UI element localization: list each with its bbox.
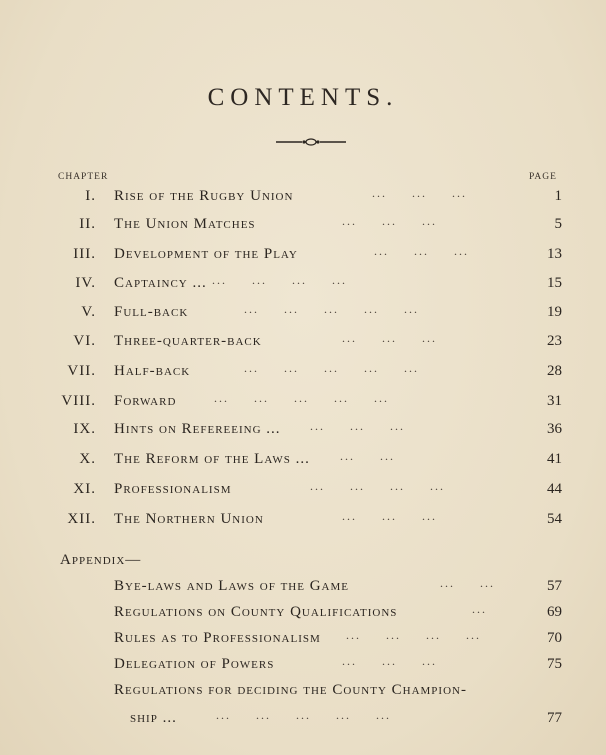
toc-row (0, 451, 606, 473)
toc-row (0, 333, 606, 355)
page-number: 23 (547, 333, 562, 349)
toc-row (0, 421, 606, 443)
chapter-number: IV. (75, 275, 96, 291)
appendix-title: Regulations on County Qualifications (114, 604, 398, 620)
leader-dots: ... ... ... ... (346, 628, 481, 642)
page-number: 77 (547, 710, 562, 726)
appendix-title: ship ... (130, 710, 177, 726)
appendix-row (0, 682, 606, 704)
appendix-title: Regulations for deciding the County Champion- (114, 682, 467, 698)
page-number: 75 (547, 656, 562, 672)
appendix-row (0, 630, 606, 652)
chapter-number: VIII. (61, 393, 96, 409)
leader-dots: ... ... (440, 576, 495, 590)
toc-row (0, 304, 606, 326)
leader-dots: ... ... ... (342, 331, 437, 345)
toc-row (0, 246, 606, 268)
chapter-number: VII. (67, 363, 96, 379)
toc-row (0, 511, 606, 533)
chapter-title: Captaincy ... (114, 275, 207, 291)
chapter-title: Forward (114, 393, 177, 409)
page-number: 13 (547, 246, 562, 262)
appendix-label: Appendix— (60, 552, 142, 568)
page-number: 19 (547, 304, 562, 320)
chapter-title: The Reform of the Laws ... (114, 451, 310, 467)
page-column-header: PAGE (529, 172, 557, 182)
chapter-title: Hints on Refereeing ... (114, 421, 281, 437)
leader-dots: ... ... ... ... (310, 479, 445, 493)
chapter-number: X. (79, 451, 96, 467)
chapter-title: Three-quarter-back (114, 333, 262, 349)
leader-dots: ... (472, 602, 487, 616)
leader-dots: ... ... ... ... ... (244, 361, 419, 375)
leader-dots: ... ... ... (374, 244, 469, 258)
appendix-title: Delegation of Powers (114, 656, 275, 672)
chapter-number: I. (85, 188, 96, 204)
leader-dots: ... ... ... (310, 419, 405, 433)
leader-dots: ... ... ... (342, 214, 437, 228)
chapter-number: VI. (73, 333, 96, 349)
toc-row (0, 216, 606, 238)
leader-dots: ... ... (340, 449, 395, 463)
leader-dots: ... ... ... (342, 509, 437, 523)
page-number: 28 (547, 363, 562, 379)
chapter-title: Rise of the Rugby Union (114, 188, 294, 204)
toc-row (0, 188, 606, 210)
ornament-rule-icon (276, 136, 346, 148)
page-number: 36 (547, 421, 562, 437)
chapter-number: IX. (73, 421, 96, 437)
toc-row (0, 481, 606, 503)
chapter-number: II. (79, 216, 96, 232)
appendix-title: Rules as to Professionalism (114, 630, 321, 646)
page-number: 44 (547, 481, 562, 497)
leader-dots: ... ... ... ... ... (244, 302, 419, 316)
leader-dots: ... ... ... (372, 186, 467, 200)
appendix-row (0, 656, 606, 678)
toc-row (0, 275, 606, 297)
page-number: 57 (547, 578, 562, 594)
chapter-number: V. (81, 304, 96, 320)
appendix-title: Bye-laws and Laws of the Game (114, 578, 349, 594)
chapter-number: XII. (67, 511, 96, 527)
chapter-title: Full-back (114, 304, 189, 320)
chapter-title: Development of the Play (114, 246, 298, 262)
chapter-title: Half-back (114, 363, 191, 379)
chapter-title: Professionalism (114, 481, 232, 497)
toc-row (0, 363, 606, 385)
leader-dots: ... ... ... ... ... (214, 391, 389, 405)
page-number: 41 (547, 451, 562, 467)
page-number: 15 (547, 275, 562, 291)
page-title: CONTENTS. (207, 84, 399, 111)
page-number: 5 (554, 216, 562, 232)
leader-dots: ... ... ... ... ... (216, 708, 391, 722)
chapter-number: III. (73, 246, 96, 262)
page-number: 31 (547, 393, 562, 409)
chapter-column-header: CHAPTER (58, 172, 109, 182)
chapter-number: XI. (73, 481, 96, 497)
appendix-row (0, 578, 606, 600)
leader-dots: ... ... ... ... (212, 273, 347, 287)
chapter-title: The Union Matches (114, 216, 256, 232)
appendix-row (0, 710, 606, 732)
page-number: 1 (554, 188, 562, 204)
appendix-row (0, 604, 606, 626)
page-number: 69 (547, 604, 562, 620)
page-number: 54 (547, 511, 562, 527)
leader-dots: ... ... ... (342, 654, 437, 668)
page-number: 70 (547, 630, 562, 646)
toc-row (0, 393, 606, 415)
chapter-title: The Northern Union (114, 511, 264, 527)
